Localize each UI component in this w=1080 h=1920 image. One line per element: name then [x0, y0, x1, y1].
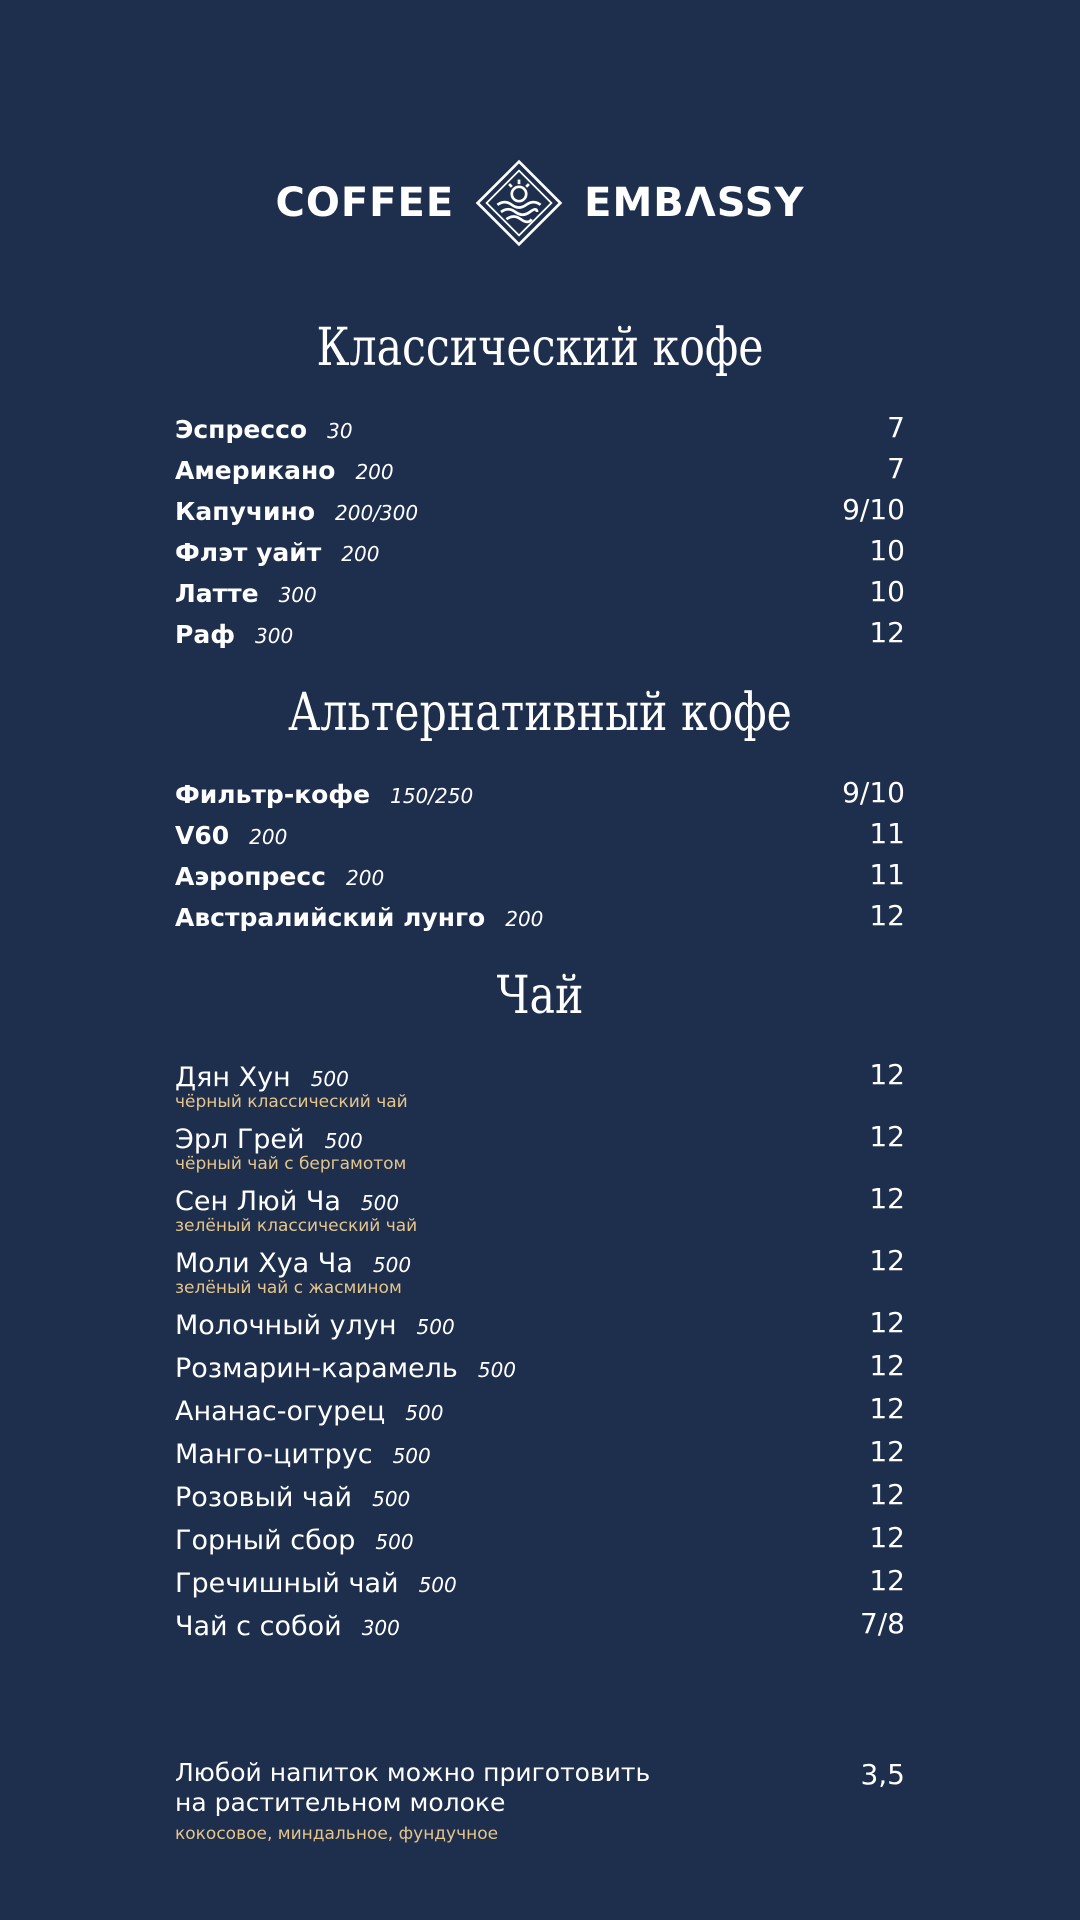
item-volume: 200	[505, 907, 544, 931]
item-name: Эспрессо	[175, 415, 308, 444]
item-name: Розмарин-карамель	[175, 1353, 458, 1384]
menu-item	[175, 1478, 905, 1522]
item-name: Аэропресс	[175, 862, 327, 891]
item-price: 12	[869, 1120, 905, 1153]
menu-item	[175, 1244, 905, 1298]
section-title-tea: Чай	[496, 966, 584, 1026]
item-price: 12	[869, 1182, 905, 1215]
item-line	[175, 1482, 410, 1513]
menu-item	[175, 616, 905, 660]
item-line	[175, 780, 473, 809]
menu-item	[175, 411, 905, 455]
item-volume: 500	[324, 1129, 363, 1153]
section-title-classic: Классический кофе	[316, 318, 764, 378]
item-line	[175, 1062, 349, 1093]
item-volume: 30	[327, 419, 353, 443]
item-name: Моли Хуа Ча	[175, 1248, 353, 1279]
note-text	[175, 1758, 735, 1818]
item-volume: 500	[360, 1191, 400, 1215]
item-name: Фильтр-кофе	[175, 780, 371, 809]
item-price: 12	[869, 1244, 905, 1277]
menu-item	[175, 534, 905, 578]
item-price: 12	[869, 1435, 905, 1468]
item-volume: 500	[372, 1487, 411, 1511]
item-price: 7	[887, 411, 905, 444]
item-price: 12	[869, 1058, 905, 1091]
item-volume: 500	[405, 1401, 444, 1425]
item-price: 10	[869, 575, 905, 608]
item-volume: 500	[416, 1315, 455, 1339]
item-line	[175, 821, 287, 850]
menu-item	[175, 1120, 905, 1174]
item-price: 12	[869, 616, 905, 649]
menu-item	[175, 1435, 905, 1479]
note-line-1: Любой напиток можно приготовить	[175, 1758, 651, 1787]
item-volume: 200	[341, 542, 380, 566]
item-price: 12	[869, 899, 905, 932]
item-line	[175, 415, 353, 444]
menu-item	[175, 899, 905, 943]
item-volume: 200	[346, 866, 385, 890]
item-volume: 300	[361, 1616, 400, 1640]
note-price: 3,5	[860, 1758, 905, 1791]
item-price: 7/8	[859, 1607, 905, 1640]
item-price: 12	[869, 1392, 905, 1425]
menu-item	[175, 452, 905, 496]
item-price: 12	[869, 1521, 905, 1554]
menu-item	[175, 1392, 905, 1436]
item-volume: 200/300	[335, 501, 419, 525]
item-line	[175, 456, 394, 485]
menu-item	[175, 1564, 905, 1608]
item-name: V60	[175, 821, 230, 850]
item-volume: 500	[375, 1530, 414, 1554]
item-name: Ананас-огурец	[175, 1396, 386, 1427]
item-price: 7	[887, 452, 905, 485]
menu-item	[175, 493, 905, 537]
item-price: 9/10	[842, 776, 905, 809]
item-line	[175, 620, 293, 649]
item-name: Капучино	[175, 497, 316, 526]
section-title-alternative: Альтернативный кофе	[288, 683, 792, 743]
menu-item	[175, 776, 905, 820]
item-price: 12	[869, 1478, 905, 1511]
item-line	[175, 1396, 443, 1427]
item-description: чёрный чай с бергамотом	[175, 1154, 407, 1174]
item-volume: 300	[278, 583, 317, 607]
menu-item	[175, 1058, 905, 1112]
item-volume: 500	[392, 1444, 431, 1468]
brand-word-right: EMBΛSSY	[584, 180, 805, 226]
item-name: Раф	[175, 620, 235, 649]
menu-item	[175, 1521, 905, 1565]
item-volume: 500	[372, 1253, 412, 1277]
plant-milk-note	[175, 1758, 905, 1844]
note-options: кокосовое, миндальное, фундучное	[175, 1824, 499, 1844]
item-description: зелёный чай с жасмином	[175, 1278, 402, 1298]
menu-item	[175, 858, 905, 902]
item-line	[175, 1248, 411, 1279]
item-name: Австралийский лунго	[175, 903, 486, 932]
brand-logo	[0, 158, 1080, 248]
item-line	[175, 1353, 516, 1384]
item-price: 12	[869, 1306, 905, 1339]
item-line	[175, 1568, 457, 1599]
item-name: Латте	[175, 579, 259, 608]
item-line	[175, 1439, 431, 1470]
note-line-2: на растительном молоке	[175, 1788, 506, 1817]
item-name: Молочный улун	[175, 1310, 397, 1341]
item-line	[175, 497, 418, 526]
item-line	[175, 579, 317, 608]
item-volume: 300	[255, 624, 294, 648]
item-price: 12	[869, 1349, 905, 1382]
item-volume: 150/250	[390, 784, 474, 808]
item-name: Гречишный чай	[175, 1568, 399, 1599]
item-volume: 500	[477, 1358, 517, 1382]
item-description: зелёный классический чай	[175, 1216, 418, 1236]
item-name: Дян Хун	[175, 1062, 291, 1093]
menu-item	[175, 575, 905, 619]
item-price: 12	[869, 1564, 905, 1597]
item-name: Эрл Грей	[175, 1124, 305, 1155]
item-line	[175, 1525, 414, 1556]
diamond-emblem-icon	[474, 158, 564, 248]
item-line	[175, 1186, 399, 1217]
menu-item	[175, 1607, 905, 1651]
item-line	[175, 1611, 400, 1642]
item-name: Сен Люй Ча	[175, 1186, 341, 1217]
item-volume: 500	[310, 1067, 349, 1091]
item-price: 11	[869, 817, 905, 850]
item-name: Горный сбор	[175, 1525, 356, 1556]
item-name: Флэт уайт	[175, 538, 322, 567]
item-line	[175, 1310, 455, 1341]
item-price: 11	[869, 858, 905, 891]
item-name: Чай с собой	[175, 1611, 342, 1642]
item-volume: 500	[418, 1573, 457, 1597]
item-name: Розовый чай	[175, 1482, 353, 1513]
item-name: Американо	[175, 456, 336, 485]
menu-item	[175, 1349, 905, 1393]
item-price: 9/10	[842, 493, 905, 526]
menu-item	[175, 1306, 905, 1350]
brand-word-left: COFFEE	[275, 180, 455, 226]
item-description: чёрный классический чай	[175, 1092, 408, 1112]
item-line	[175, 1124, 363, 1155]
item-name: Манго-цитрус	[175, 1439, 373, 1470]
item-volume: 200	[355, 460, 394, 484]
menu-item	[175, 1182, 905, 1236]
item-line	[175, 538, 379, 567]
item-volume: 200	[249, 825, 288, 849]
item-line	[175, 903, 543, 932]
menu-item	[175, 817, 905, 861]
item-price: 10	[869, 534, 905, 567]
item-line	[175, 862, 384, 891]
